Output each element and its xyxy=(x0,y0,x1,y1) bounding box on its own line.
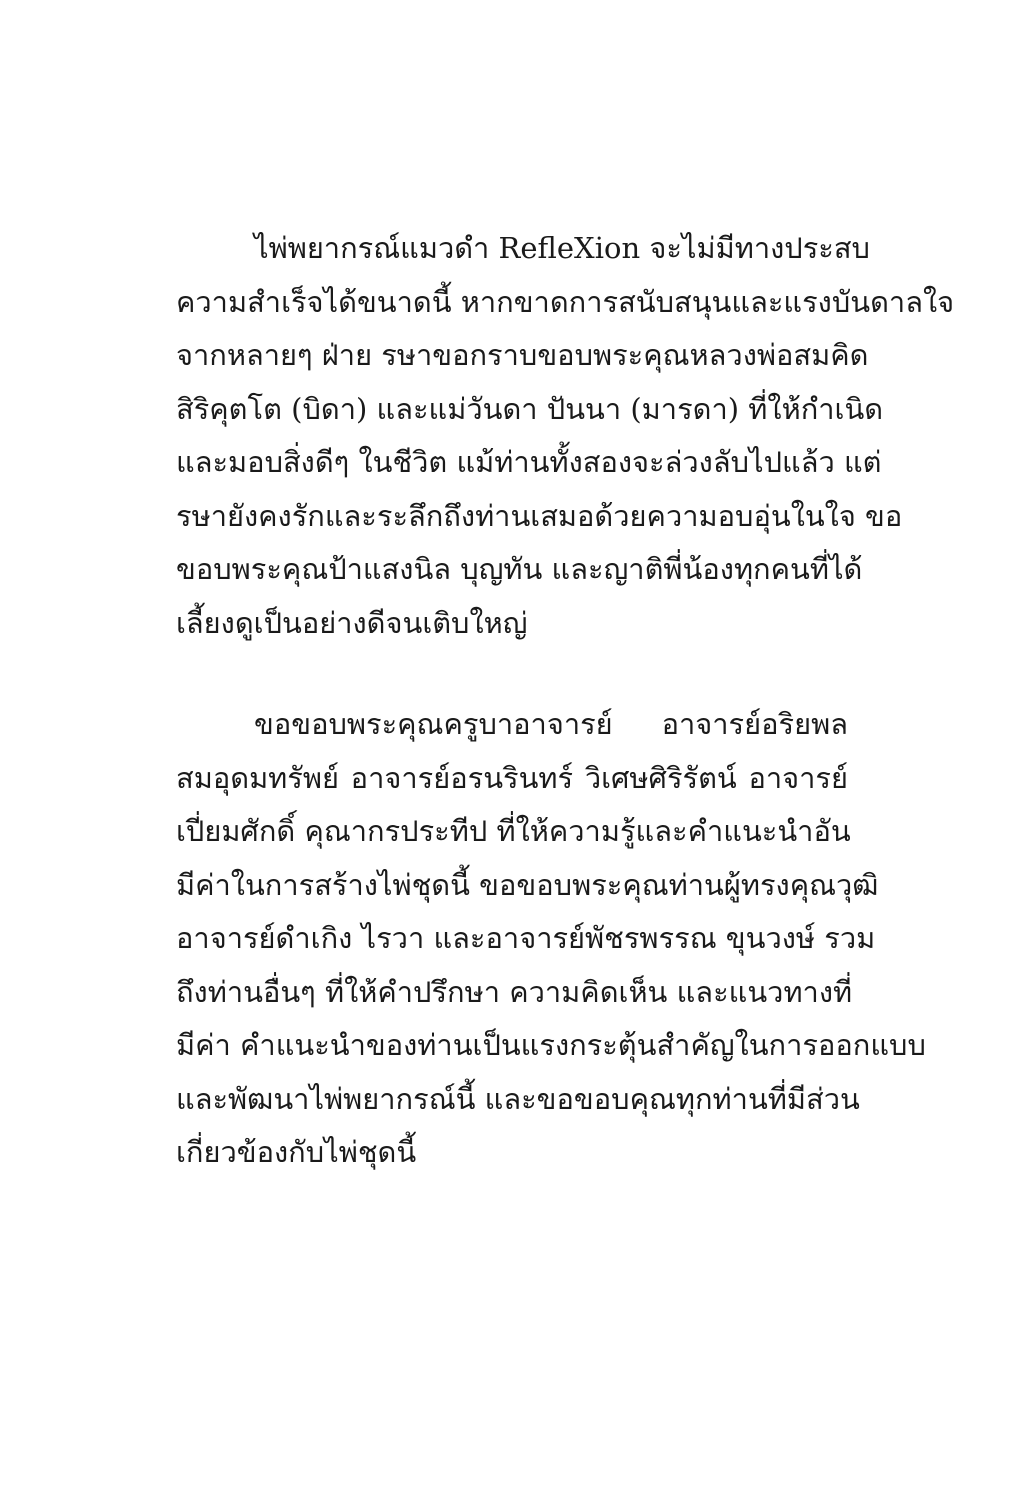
text-line: สิริคุตโต (บิดา) และแม่วันดา ปันนา (มารดา) ที่ให้กำเนิด xyxy=(176,391,884,426)
text-line: เกี่ยวข้องกับไพ่ชุดนี้ xyxy=(176,1135,417,1169)
text-line: เลี้ยงดูเป็นอย่างดีจนเติบใหญ่ xyxy=(176,605,528,640)
text-line: สมอุดมทรัพย์ อาจารย์อรนรินทร์ วิเศษศิริรัตน์ อาจารย์ xyxy=(176,760,848,795)
text-line: ความสำเร็จได้ขนาดนี้ หากขาดการสนับสนุนและแรงบันดาลใจ xyxy=(176,284,955,319)
text-line: เปี่ยมศักดิ์ คุณากรประทีป ที่ให้ความรู้และคำแนะนำอัน xyxy=(176,814,851,848)
text-line: ไพ่พยากรณ์แมวดำ RefleXion จะไม่มีทางประสบ xyxy=(254,231,870,265)
acknowledgement-paragraph-teachers xyxy=(176,698,926,1180)
text-line: มีค่าในการสร้างไพ่ชุดนี้ ขอขอบพระคุณท่านผู้ทรงคุณวุฒิ xyxy=(176,867,879,902)
text-line: ถึงท่านอื่นๆ ที่ให้คำปรึกษา ความคิดเห็น และแนวทางที่ xyxy=(176,974,853,1009)
text-line: ขอขอบพระคุณครูบาอาจารย์ อาจารย์อริยพล xyxy=(254,707,848,741)
text-line: ขอบพระคุณป้าแสงนิล บุญทัน และญาติพี่น้องทุกคนที่ได้ xyxy=(176,552,863,586)
acknowledgement-paragraph-family xyxy=(176,222,955,650)
text-line: อาจารย์ดำเกิง ไรวา และอาจารย์พัชรพรรณ ขุนวงษ์ รวม xyxy=(176,921,876,955)
text-line: รษายังคงรักและระลึกถึงท่านเสมอด้วยความอบอุ่นในใจ ขอ xyxy=(176,498,903,533)
text-line: และพัฒนาไพ่พยากรณ์นี้ และขอขอบคุณทุกท่านที่มีส่วน xyxy=(176,1081,860,1116)
text-line: มีค่า คำแนะนำของท่านเป็นแรงกระตุ้นสำคัญในการออกแบบ xyxy=(176,1028,926,1062)
text-line: จากหลายๆ ฝ่าย รษาขอกราบขอบพระคุณหลวงพ่อสมคิด xyxy=(176,338,869,372)
text-line: และมอบสิ่งดีๆ ในชีวิต แม้ท่านทั้งสองจะล่วงลับไปแล้ว แต่ xyxy=(176,445,882,479)
